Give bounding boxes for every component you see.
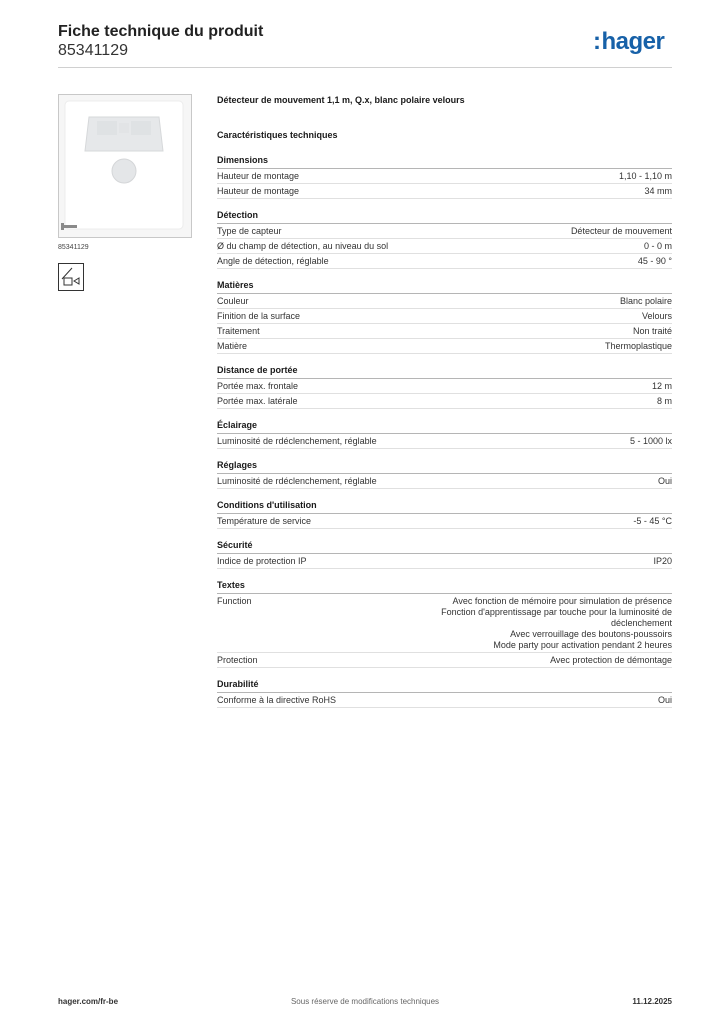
spec-row <box>217 339 672 354</box>
section-dimensions <box>217 155 672 199</box>
product-name: Détecteur de mouvement 1,1 m, Q.x, blanc polaire velours <box>217 95 465 105</box>
spec-label: Portée max. latérale <box>217 396 298 406</box>
spec-value: 1,10 - 1,10 m <box>618 171 672 181</box>
spec-label: Température de service <box>217 516 312 526</box>
spec-row <box>217 554 672 569</box>
spec-value: Détecteur de mouvement <box>570 226 672 236</box>
spec-value: 0 - 0 m <box>643 241 672 251</box>
spec-label: Luminosité de rdéclenchement, réglable <box>217 436 377 446</box>
spec-label: Finition de la surface <box>217 311 301 321</box>
section-safety <box>217 540 672 569</box>
spec-label: Conforme à la directive RoHS <box>217 695 337 705</box>
spec-content <box>217 95 672 719</box>
page-footer <box>58 997 672 1009</box>
spec-row <box>217 379 672 394</box>
footer-date: 11.12.2025 <box>632 997 672 1006</box>
spec-row <box>217 474 672 489</box>
section-sustainability <box>217 679 672 708</box>
section-title: Dimensions <box>217 155 672 169</box>
spec-label: Hauteur de montage <box>217 186 300 196</box>
section-texts <box>217 580 672 668</box>
spec-value: Blanc polaire <box>619 296 672 306</box>
section-operating-conditions <box>217 500 672 529</box>
section-title: Réglages <box>217 460 672 474</box>
spec-value: -5 - 45 °C <box>633 516 672 526</box>
motion-sensor-symbol-icon <box>58 263 84 291</box>
spec-label: Couleur <box>217 296 249 306</box>
page-title: Fiche technique du produit <box>58 23 264 40</box>
spec-row <box>217 309 672 324</box>
spec-row <box>217 324 672 339</box>
spec-value: Velours <box>641 311 672 321</box>
spec-label: Ø du champ de détection, au niveau du sol <box>217 241 389 251</box>
spec-value: Oui <box>657 695 672 705</box>
section-lighting <box>217 420 672 449</box>
spec-label: Portée max. frontale <box>217 381 299 391</box>
spec-value: Oui <box>657 476 672 486</box>
logo-text: hager <box>601 28 665 55</box>
spec-row <box>217 653 672 668</box>
footer-disclaimer: Sous réserve de modifications techniques <box>290 997 440 1006</box>
section-title: Durabilité <box>217 679 672 693</box>
spec-row <box>217 184 672 199</box>
spec-label: Type de capteur <box>217 226 282 236</box>
spec-row <box>217 239 672 254</box>
section-title: Distance de portée <box>217 365 672 379</box>
section-title: Détection <box>217 210 672 224</box>
section-title: Sécurité <box>217 540 672 554</box>
spec-value: 5 - 1000 lx <box>629 436 672 446</box>
spec-row <box>217 254 672 269</box>
spec-row <box>217 394 672 409</box>
section-materials <box>217 280 672 354</box>
spec-row <box>217 294 672 309</box>
spec-label: Indice de protection IP <box>217 556 307 566</box>
header-divider <box>58 67 672 68</box>
function-line: Avec fonction de mémoire pour simulation de présence <box>452 596 672 606</box>
spec-value: 8 m <box>656 396 672 406</box>
section-title: Conditions d'utilisation <box>217 500 672 514</box>
spec-value: 34 mm <box>644 186 672 196</box>
logo-colon-mark: : <box>593 28 601 55</box>
spec-label: Hauteur de montage <box>217 171 300 181</box>
spec-label: Matière <box>217 341 248 351</box>
spec-label: Luminosité de rdéclenchement, réglable <box>217 476 377 486</box>
spec-row <box>217 224 672 239</box>
spec-value-multiline <box>412 596 672 651</box>
section-settings <box>217 460 672 489</box>
motion-detector-image <box>58 94 192 238</box>
function-line: Mode party pour activation pendant 2 heures <box>493 640 672 650</box>
spec-row <box>217 169 672 184</box>
spec-row <box>217 514 672 529</box>
spec-label: Protection <box>217 655 258 665</box>
section-title: Textes <box>217 580 672 594</box>
section-detection <box>217 210 672 269</box>
function-line: Avec verrouillage des boutons-poussoirs <box>510 629 672 639</box>
section-title: Éclairage <box>217 420 672 434</box>
spec-value: 12 m <box>651 381 672 391</box>
spec-value: IP20 <box>653 556 672 566</box>
page-header <box>58 22 263 60</box>
section-title: Matières <box>217 280 672 294</box>
spec-value: Avec protection de démontage <box>550 655 672 665</box>
spec-row <box>217 434 672 449</box>
function-line: déclenchement <box>610 618 672 628</box>
spec-value: Thermoplastique <box>604 341 672 351</box>
spec-value: 45 - 90 ° <box>637 256 672 266</box>
footer-website-link[interactable]: hager.com/fr-be <box>58 997 119 1006</box>
spec-label: Function <box>217 596 252 606</box>
spec-label: Angle de détection, réglable <box>217 256 329 266</box>
function-line: Fonction d'apprentissage par touche pour la luminosité de <box>441 607 672 617</box>
product-reference: 85341129 <box>58 42 128 59</box>
specs-title: Caractéristiques techniques <box>217 130 338 140</box>
spec-row <box>217 693 672 708</box>
spec-label: Traitement <box>217 326 260 336</box>
hager-logo[interactable] <box>593 28 664 56</box>
product-code-label: 85341129 <box>58 244 89 251</box>
spec-value: Non traité <box>632 326 672 336</box>
section-range <box>217 365 672 409</box>
spec-row <box>217 594 672 653</box>
